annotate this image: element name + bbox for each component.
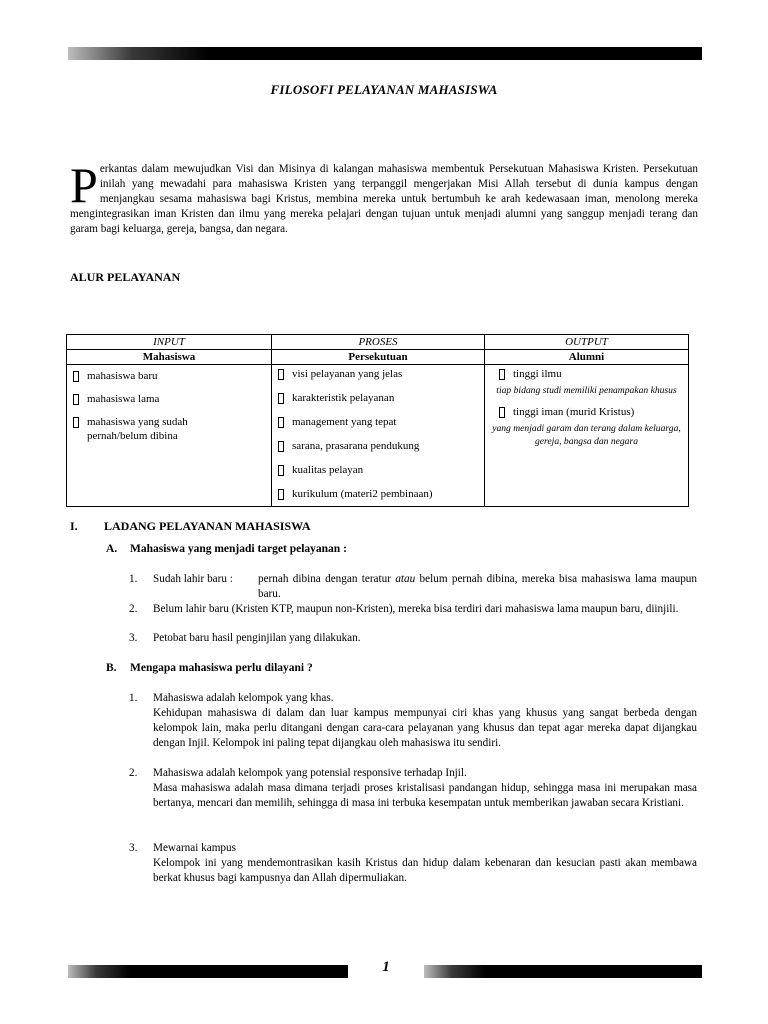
list-item: mahasiswa yang sudah pernah/belum dibina [71, 415, 267, 443]
input-subheader: Mahasiswa [67, 350, 272, 365]
list-item: visi pelayanan yang jelas [276, 367, 480, 381]
list-item: mahasiswa lama [71, 392, 267, 406]
list-item: 3. Mewarnai kampus Kelompok ini yang mendemontrasikan kasih Kristus dan hidup dalam kebenaran dan kesucian pasti akan membawa berkat khusus bagi kampusnya dan Allah dipermuliakan. [129, 842, 697, 884]
checkbox-icon [278, 393, 284, 404]
item-title: Mahasiswa adalah kelompok yang potensial responsive terhadap Injil. [153, 767, 467, 779]
output-header: OUTPUT [485, 335, 689, 350]
item-text: Kehidupan mahasiswa di dalam dan luar kampus mempunyai ciri khas yang khusus yang sangat berbeda dengan kelompok lain, maka perlu ditangani dengan cara-cara pelayanan yang khusus dan tepat agar mereka dapat dijangkau dengan Injil. Kelompok ini paling tepat dijangkau oleh mahasiswa itu sendiri. [153, 707, 697, 749]
proses-subheader: Persekutuan [272, 350, 485, 365]
output-subheader: Alumni [485, 350, 689, 365]
list-item: 3. Petobat baru hasil penginjilan yang dilakukan. [129, 631, 697, 646]
checkbox-icon [278, 489, 284, 500]
list-item: kurikulum (materi2 pembinaan) [276, 487, 480, 501]
item-text: pernah dibina dengan teratur atau belum pernah dibina, mereka bisa mahasiswa lama maupun baru. [258, 573, 697, 600]
item-text: Petobat baru hasil penginjilan yang dilakukan. [153, 632, 361, 644]
checkbox-icon [73, 417, 79, 428]
checkbox-icon [278, 465, 284, 476]
item-text: Masa mahasiswa adalah masa dimana terjadi proses kristalisasi pandangan hidup, sehingga masa ini merupakan masa bertanya, mencari dan memilih, sehingga di masa ini terbuka kesempatan untuk memberikan jawaban secara Kristiani. [153, 782, 697, 809]
page-number: 1 [382, 959, 390, 975]
list-item: kualitas pelayan [276, 463, 480, 477]
proses-header: PROSES [272, 335, 485, 350]
list-item: management yang tepat [276, 415, 480, 429]
list-item: tinggi iman (murid Kristus) [497, 405, 684, 419]
checkbox-icon [499, 369, 505, 380]
alur-heading: ALUR PELAYANAN [70, 270, 181, 284]
list-item: 2. Belum lahir baru (Kristen KTP, maupun non-Kristen), mereka bisa terdiri dari mahasiswa lama maupun baru, diinjili. [129, 602, 697, 617]
input-header: INPUT [67, 335, 272, 350]
subsection-heading-b: B. Mengapa mahasiswa perlu dilayani ? [106, 662, 313, 674]
item-text: Belum lahir baru (Kristen KTP, maupun non-Kristen), mereka bisa terdiri dari mahasiswa lama maupun baru, diinjili. [153, 603, 679, 615]
section-heading: I. LADANG PELAYANAN MAHASISWA [70, 519, 311, 533]
checkbox-icon [73, 394, 79, 405]
checkbox-icon [73, 371, 79, 382]
list-item: karakteristik pelayanan [276, 391, 480, 405]
list-item: mahasiswa baru [71, 369, 267, 383]
intro-paragraph [70, 157, 698, 237]
item-title: Mahasiswa adalah kelompok yang khas. [153, 692, 334, 704]
item-text: Kelompok ini yang mendemontrasikan kasih Kristus dan hidup dalam kebenaran dan kesucian pasti akan membawa berkat khusus bagi kampusnya dan Allah dipermuliakan. [153, 857, 697, 884]
list-item: 1. Mahasiswa adalah kelompok yang khas. Kehidupan mahasiswa di dalam dan luar kampus mempunyai ciri khas yang khusus yang sangat berbeda dengan kelompok lain, maka perlu ditangani dengan cara-cara pelayanan yang khusus dan tepat agar mereka dapat dijangkau dengan Injil. Kelompok ini paling tepat dijangkau oleh mahasiswa itu sendiri. [129, 692, 697, 749]
input-list [71, 369, 267, 443]
proses-cell [272, 365, 485, 507]
bottom-decorative-bar-right [424, 965, 702, 978]
table-subheader-row [67, 350, 689, 365]
checkbox-icon [499, 407, 505, 418]
output-cell [485, 365, 689, 507]
table-body-row [67, 365, 689, 507]
list-item: 2. Mahasiswa adalah kelompok yang potensial responsive terhadap Injil. Masa mahasiswa adalah masa dimana terjadi proses kristalisasi pandangan hidup, sehingga masa ini merupakan masa bertanya, mencari dan memilih, sehingga di masa ini terbuka kesempatan untuk memberikan jawaban secara Kristiani. [129, 767, 697, 809]
list-item: 1. Sudah lahir baru : pernah dibina dengan teratur atau belum pernah dibina, mereka bisa mahasiswa lama maupun baru. [129, 573, 697, 600]
alur-table [66, 334, 689, 507]
output-list [489, 367, 684, 381]
drop-cap: P [70, 157, 98, 213]
table-header-row [67, 335, 689, 350]
output-note: yang menjadi garam dan terang dalam keluarga, gereja, bangsa dan negara [492, 423, 681, 447]
bottom-decorative-bar-left [68, 965, 348, 978]
checkbox-icon [278, 369, 284, 380]
intro-text: erkantas dalam mewujudkan Visi dan Misinya di kalangan mahasiswa membentuk Persekutuan Mahasiswa Kristen. Persekutuan inilah yang mewadahi para mahasiswa Kristen yang terpanggil mengerjakan Misi Allah tersebut di dunia kampus dengan menjangkau sesama mahasiswa bagi Kristus, membina mereka untuk bertumbuh ke arah kedewasaan iman, menolong mereka mengintegrasikan iman Kristen dan ilmu yang mereka pelajari dengan tujuan untuk menjadi alumni yang sanggup menjadi terang dan garam bagi keluarga, gereja, bangsa, dan negara. [70, 163, 698, 235]
list-item: tinggi ilmu [497, 367, 684, 381]
top-decorative-bar [68, 47, 702, 60]
checkbox-icon [278, 417, 284, 428]
page-title: FILOSOFI PELAYANAN MAHASISWA [270, 82, 498, 97]
item-label: Sudah lahir baru : [153, 573, 233, 585]
checkbox-icon [278, 441, 284, 452]
list-item: sarana, prasarana pendukung [276, 439, 480, 453]
output-note: tiap bidang studi memiliki penampakan khusus [496, 385, 677, 396]
subsection-heading-a: A. Mahasiswa yang menjadi target pelayanan : [106, 543, 347, 555]
item-title: Mewarnai kampus [153, 842, 236, 854]
input-cell [67, 365, 272, 507]
proses-list [276, 367, 480, 501]
output-list-2 [489, 405, 684, 419]
